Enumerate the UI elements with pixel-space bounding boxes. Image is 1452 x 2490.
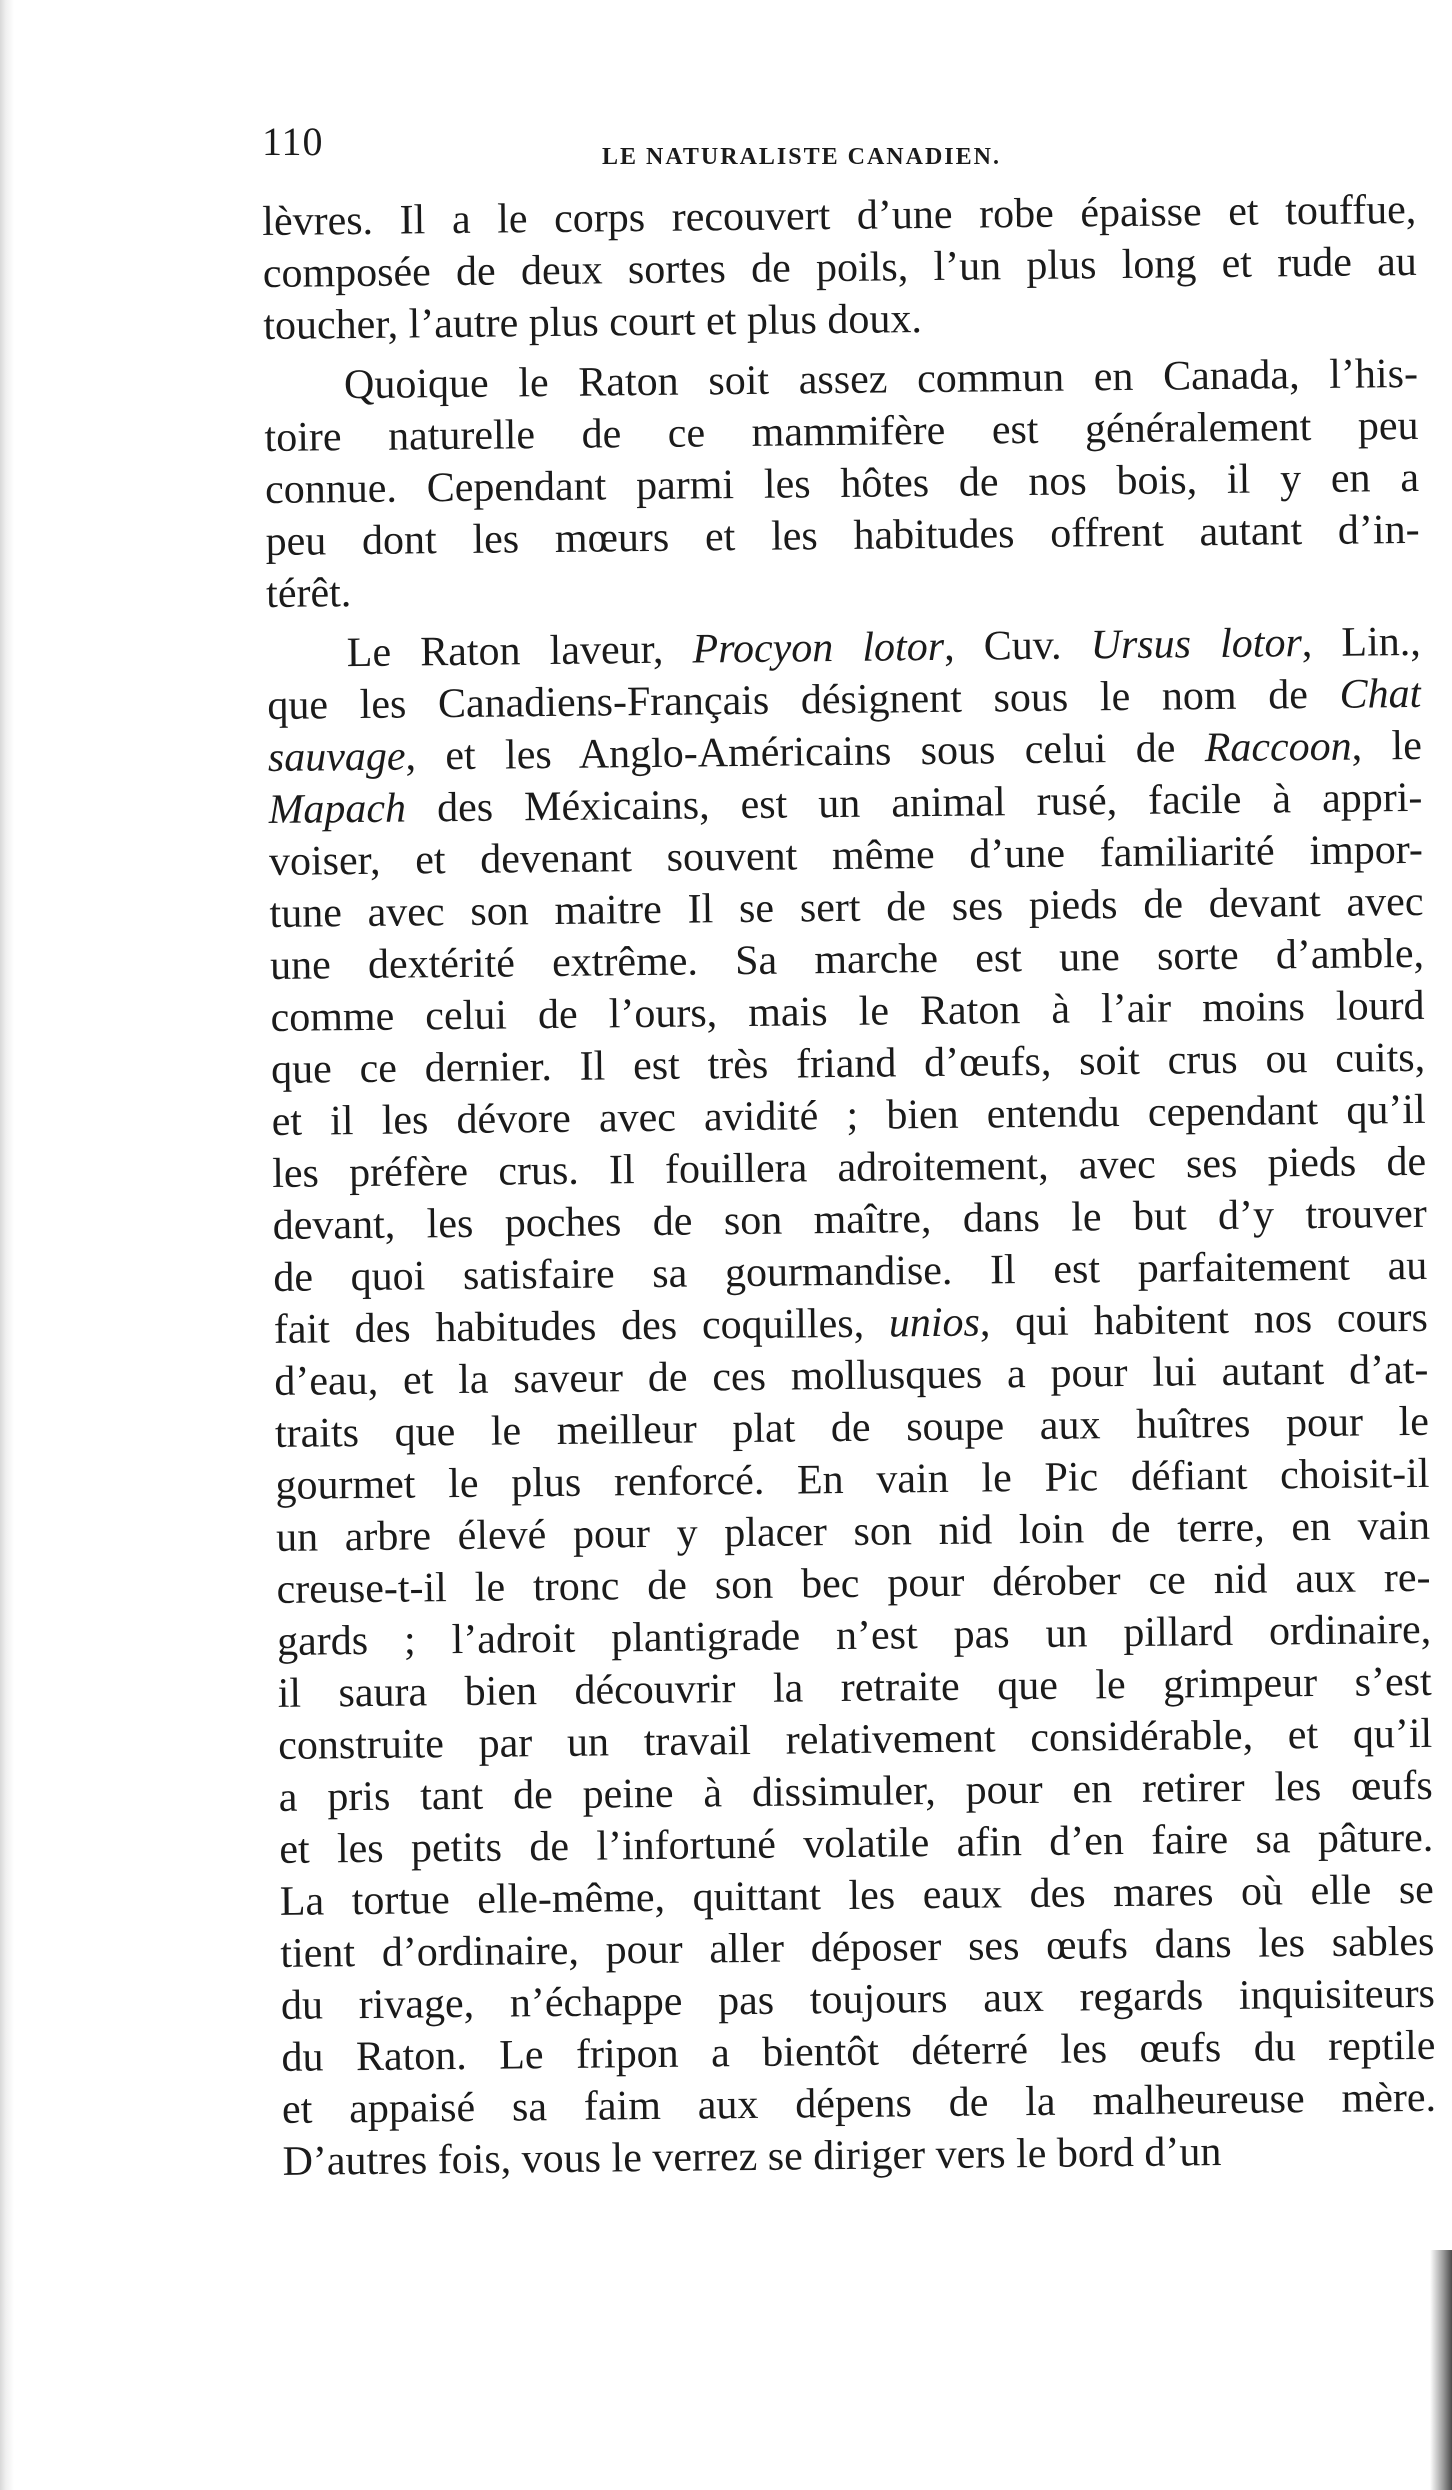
text-line: voiser, et devenant souvent même d’une familiarité impor- <box>268 826 1424 885</box>
text-line: gourmet le plus renforcé. En vain le Pic défiant choisit-il <box>275 1450 1430 1509</box>
text-line: du rivage, n’échappe pas toujours aux regards inquisiteurs <box>280 1970 1436 2029</box>
italic-term: Mapach <box>268 785 407 833</box>
text-line: gards ; l’adroit plantigrade n’est pas un pillard ordinaire, <box>276 1606 1432 1665</box>
text-line: que ce dernier. Il est très friand d’œufs, soit crus ou cuits, <box>270 1034 1426 1093</box>
text-line: composée de deux sortes de poils, l’un plus long et rude au <box>262 238 1417 297</box>
text-line: de quoi satisfaire sa gourmandise. Il est parfaitement au <box>273 1242 1428 1301</box>
italic-term: Raccoon <box>1204 723 1352 772</box>
text-line: peu dont les mœurs et les habitudes offrent autant d’in- <box>265 506 1420 565</box>
paragraph <box>262 184 1418 352</box>
text-line: et les petits de l’infortuné volatile afin d’en faire sa pâture. <box>279 1814 1434 1873</box>
text-line: lèvres. Il a le corps recouvert d’une robe épaisse et touffue, <box>262 186 1417 245</box>
paragraph <box>264 348 1421 620</box>
text-line: une dextérité extrême. Sa marche est une sorte d’amble, <box>269 930 1425 989</box>
text-line: sauvage, et les Anglo-Américains sous celui de Raccoon, le <box>267 722 1423 781</box>
text-line: connue. Cependant parmi les hôtes de nos bois, il y en a <box>264 454 1420 513</box>
text-line: toucher, l’autre plus court et plus doux. <box>263 296 923 349</box>
text-line: comme celui de l’ours, mais le Raton à l’air moins lourd <box>270 982 1425 1041</box>
paragraph <box>267 616 1437 2188</box>
text-line: térêt. <box>265 570 352 617</box>
text-line: d’eau, et la saveur de ces mollusques a pour lui autant d’at- <box>274 1346 1429 1405</box>
text-line: du Raton. Le fripon a bientôt déterré les œufs du reptile <box>281 2022 1436 2081</box>
italic-term: unios <box>888 1299 981 1347</box>
text-line: Quoique le Raton soit assez commun en Canada, l’his- <box>343 350 1419 409</box>
text-line: que les Canadiens-Français désignent sous le nom de Chat <box>267 670 1422 729</box>
page-number: 110 <box>262 119 324 164</box>
text-line: devant, les poches de son maître, dans le but d’y trouver <box>272 1190 1427 1249</box>
text-line: construite par un travail relativement considérable, et qu’il <box>277 1710 1433 1769</box>
body-text <box>262 184 1438 2256</box>
italic-term: sauvage <box>267 733 406 781</box>
text-line: et il les dévore avec avidité ; bien entendu cependant qu’il <box>271 1086 1426 1145</box>
italic-term: Chat <box>1339 670 1422 718</box>
text-line: La tortue elle-même, quittant les eaux des mares où elle se <box>279 1866 1435 1925</box>
text-line: les préfère crus. Il fouillera adroitement, avec ses pieds de <box>272 1138 1427 1197</box>
running-head: LE NATURALISTE CANADIEN. <box>602 144 1001 170</box>
text-line: a pris tant de peine à dissimuler, pour en retirer les œufs <box>278 1762 1433 1821</box>
page-edge-shadow <box>1430 2250 1452 2490</box>
text-line: Mapach des Méxicains, est un animal rusé, facile à appri- <box>268 774 1423 833</box>
text-line: tient d’ordinaire, pour aller déposer ses œufs dans les sables <box>280 1918 1435 1977</box>
page-header <box>262 118 1082 178</box>
text-line: Le Raton laveur, Procyon lotor, Cuv. Ursus lotor, Lin., <box>346 618 1421 677</box>
text-line: un arbre élevé pour y placer son nid loin de terre, en vain <box>275 1502 1431 1561</box>
text-line: traits que le meilleur plat de soupe aux huîtres pour le <box>274 1398 1430 1457</box>
text-line: fait des habitudes des coquilles, unios, qui habitent nos cours <box>273 1294 1429 1353</box>
italic-term: Ursus lotor <box>1090 620 1303 669</box>
text-line: tune avec son maitre Il se sert de ses pieds de devant avec <box>269 878 1424 937</box>
text-line: il saura bien découvrir la retraite que le grimpeur s’est <box>277 1658 1432 1717</box>
italic-term: Procyon lotor <box>692 623 945 673</box>
text-line: D’autres fois, vous le verrez se diriger vers le bord d’un <box>282 2129 1222 2185</box>
text-line: creuse-t-il le tronc de son bec pour dérober ce nid aux re- <box>276 1554 1431 1613</box>
text-line: et appaisé sa faim aux dépens de la malheureuse mère. <box>281 2074 1437 2133</box>
text-line: toire naturelle de ce mammifère est généralement peu <box>264 402 1419 461</box>
page-gutter-shadow <box>0 0 14 2490</box>
